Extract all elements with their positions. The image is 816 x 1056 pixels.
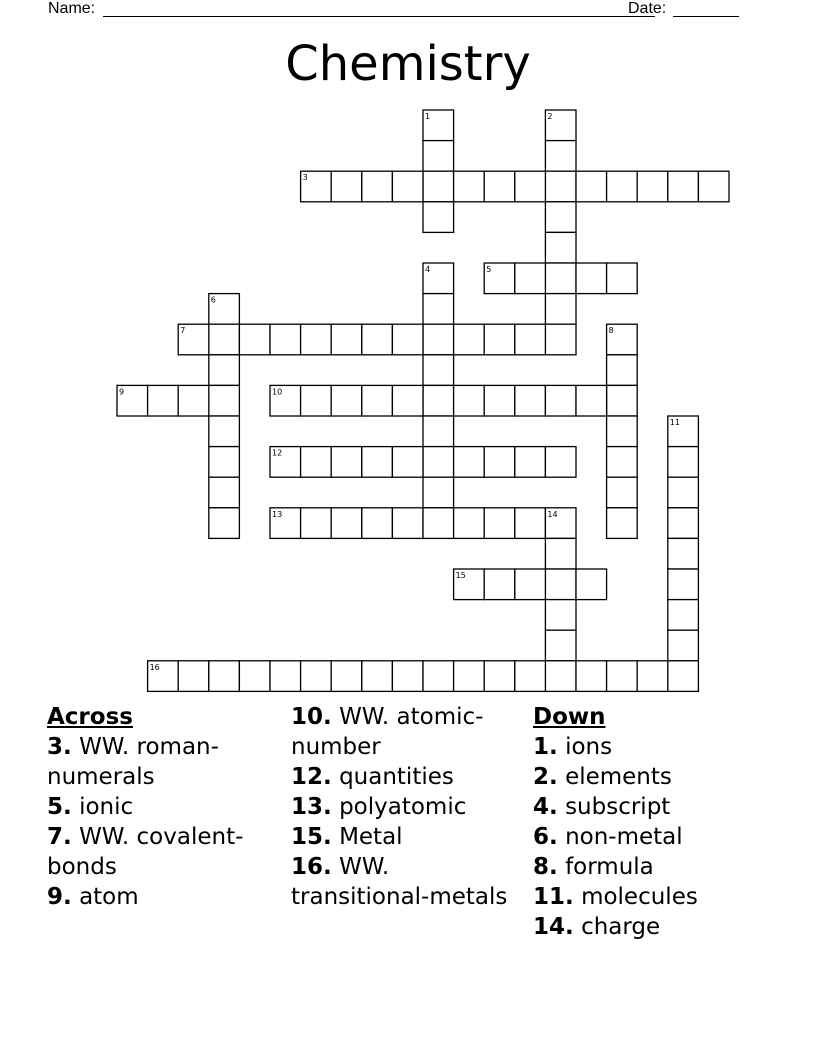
grid-cell[interactable] [331, 508, 362, 539]
grid-cell[interactable] [423, 508, 454, 539]
grid-cell[interactable] [484, 508, 515, 539]
grid-cell[interactable] [545, 447, 576, 478]
grid-cell[interactable] [239, 324, 270, 355]
grid-cell[interactable] [362, 508, 393, 539]
grid-cell[interactable] [454, 661, 485, 692]
grid-cell[interactable] [484, 385, 515, 416]
grid-cell[interactable] [698, 171, 729, 202]
date-label: Date: [628, 0, 667, 17]
across-heading: Across [47, 704, 133, 730]
name-label: Name: [48, 0, 96, 17]
grid-cell[interactable] [423, 477, 454, 508]
grid-cell[interactable] [668, 661, 699, 692]
grid-cell[interactable] [331, 447, 362, 478]
grid-cell[interactable] [423, 202, 454, 233]
grid-cell[interactable] [423, 324, 454, 355]
clue-across-7: 7. WW. covalent-bonds [47, 824, 244, 880]
clue-across-12: 12. quantities [291, 764, 454, 790]
clue-across-13: 13. polyatomic [291, 794, 467, 820]
grid-cell[interactable] [423, 171, 454, 202]
grid-cell[interactable] [545, 538, 576, 569]
grid-cell[interactable] [454, 447, 485, 478]
grid-cell[interactable] [484, 324, 515, 355]
cell-number-14: 14 [547, 509, 558, 519]
grid-cell[interactable] [545, 202, 576, 233]
down-clues [533, 702, 773, 942]
grid-cell[interactable] [178, 385, 209, 416]
grid-cell[interactable] [392, 447, 423, 478]
grid-cell[interactable] [607, 416, 638, 447]
grid-cell[interactable] [545, 294, 576, 325]
grid-cell[interactable] [209, 477, 240, 508]
grid-cell[interactable] [515, 171, 546, 202]
clue-across-15: 15. Metal [291, 824, 403, 850]
cell-number-1: 1 [425, 112, 431, 121]
grid-cell[interactable] [607, 508, 638, 539]
grid-cell[interactable] [301, 324, 332, 355]
across-clues [47, 702, 279, 912]
grid-cell[interactable] [576, 263, 607, 294]
grid-cell[interactable] [515, 661, 546, 692]
grid-cell[interactable] [178, 661, 209, 692]
cell-number-5: 5 [486, 265, 492, 274]
grid-cell[interactable] [515, 569, 546, 600]
grid-cell[interactable] [545, 324, 576, 355]
clue-down-1: 1. ions [533, 734, 613, 760]
grid-cell[interactable] [484, 569, 515, 600]
grid-cell[interactable] [454, 324, 485, 355]
grid-cell[interactable] [209, 355, 240, 386]
grid-cell[interactable] [148, 385, 179, 416]
cell-number-9: 9 [119, 387, 125, 397]
grid-cell[interactable] [270, 324, 301, 355]
grid-cell[interactable] [239, 661, 270, 692]
grid-cell[interactable] [331, 661, 362, 692]
grid-cell[interactable] [545, 232, 576, 263]
grid-cell[interactable] [331, 324, 362, 355]
grid-cell[interactable] [362, 447, 393, 478]
grid-cell[interactable] [301, 447, 332, 478]
grid-cell[interactable] [668, 508, 699, 539]
grid-cell[interactable] [545, 263, 576, 294]
cell-number-10: 10 [272, 387, 283, 397]
grid-cell[interactable] [454, 508, 485, 539]
grid-cell[interactable] [331, 385, 362, 416]
clue-down-2: 2. elements [533, 764, 672, 790]
grid-cell[interactable] [209, 324, 240, 355]
clue-down-14: 14. charge [533, 914, 661, 940]
grid-cell[interactable] [668, 538, 699, 569]
grid-cell[interactable] [454, 171, 485, 202]
grid-cell[interactable] [392, 508, 423, 539]
grid-cell[interactable] [545, 600, 576, 631]
clue-down-8: 8. formula [533, 854, 654, 880]
grid-cell[interactable] [668, 630, 699, 661]
grid-cell[interactable] [423, 141, 454, 172]
cell-number-6: 6 [210, 295, 216, 305]
grid-cell[interactable] [545, 661, 576, 692]
grid-cell[interactable] [668, 600, 699, 631]
grid-cell[interactable] [392, 385, 423, 416]
grid-cell[interactable] [515, 385, 546, 416]
grid-cell[interactable] [576, 661, 607, 692]
grid-cell[interactable] [209, 385, 240, 416]
clue-down-4: 4. subscript [533, 794, 671, 820]
grid-cell[interactable] [423, 416, 454, 447]
grid-cell[interactable] [423, 385, 454, 416]
clue-across-5: 5. ionic [47, 794, 134, 820]
grid-cell[interactable] [637, 661, 668, 692]
grid-cell[interactable] [515, 324, 546, 355]
grid-cell[interactable] [545, 630, 576, 661]
grid-cell[interactable] [576, 171, 607, 202]
grid-cell[interactable] [607, 355, 638, 386]
down-heading: Down [533, 704, 606, 730]
grid-cell[interactable] [392, 171, 423, 202]
clue-down-11: 11. molecules [533, 884, 698, 910]
puzzle-title: Chemistry [285, 36, 531, 92]
clue-across-16: 16. WW. transitional-metals [291, 854, 508, 910]
clue-across-9: 9. atom [47, 884, 139, 910]
grid-cell[interactable] [209, 447, 240, 478]
grid-cell[interactable] [301, 661, 332, 692]
grid-cell[interactable] [668, 171, 699, 202]
grid-cell[interactable] [515, 263, 546, 294]
grid-cell[interactable] [392, 661, 423, 692]
grid-cell[interactable] [637, 171, 668, 202]
cell-number-4: 4 [425, 265, 431, 274]
grid-cell[interactable] [362, 661, 393, 692]
grid-cell[interactable] [607, 661, 638, 692]
grid-cell[interactable] [484, 447, 515, 478]
grid-cell[interactable] [576, 569, 607, 600]
grid-cell[interactable] [392, 324, 423, 355]
grid-cell[interactable] [545, 141, 576, 172]
grid-cell[interactable] [545, 171, 576, 202]
grid-cell[interactable] [484, 661, 515, 692]
grid-cell[interactable] [331, 171, 362, 202]
grid-cell[interactable] [576, 385, 607, 416]
grid-cell[interactable] [423, 355, 454, 386]
cell-number-2: 2 [547, 112, 553, 121]
grid-cell[interactable] [484, 171, 515, 202]
grid-cell[interactable] [668, 447, 699, 478]
grid-cell[interactable] [607, 171, 638, 202]
cell-number-13: 13 [272, 509, 283, 519]
grid-cell[interactable] [209, 661, 240, 692]
across-clues-continued [291, 702, 531, 912]
cell-number-8: 8 [608, 326, 614, 336]
cell-number-16: 16 [149, 662, 160, 672]
grid-cell[interactable] [362, 385, 393, 416]
grid-cell[interactable] [301, 385, 332, 416]
grid-cell[interactable] [423, 447, 454, 478]
grid-cell[interactable] [301, 508, 332, 539]
grid-cell[interactable] [607, 263, 638, 294]
grid-cell[interactable] [423, 661, 454, 692]
grid-cell[interactable] [607, 385, 638, 416]
clue-down-6: 6. non-metal [533, 824, 683, 850]
grid-cell[interactable] [362, 171, 393, 202]
cell-number-11: 11 [669, 418, 680, 427]
grid-cell[interactable] [515, 447, 546, 478]
grid-cell[interactable] [362, 324, 393, 355]
cell-number-3: 3 [302, 173, 308, 183]
grid-cell[interactable] [668, 569, 699, 600]
clue-across-3: 3. WW. roman-numerals [47, 734, 219, 790]
grid-cell[interactable] [607, 447, 638, 478]
grid-cell[interactable] [515, 508, 546, 539]
grid-cell[interactable] [209, 508, 240, 539]
cell-number-7: 7 [180, 326, 186, 336]
grid-cell[interactable] [209, 416, 240, 447]
grid-cell[interactable] [545, 569, 576, 600]
grid-cell[interactable] [545, 385, 576, 416]
cell-number-12: 12 [272, 448, 283, 458]
grid-cell[interactable] [607, 477, 638, 508]
grid-cell[interactable] [454, 385, 485, 416]
cell-number-15: 15 [455, 571, 466, 580]
grid-cell[interactable] [668, 477, 699, 508]
grid-cell[interactable] [423, 294, 454, 325]
clue-across-10: 10. WW. atomic-number [291, 704, 484, 760]
grid-cell[interactable] [270, 661, 301, 692]
